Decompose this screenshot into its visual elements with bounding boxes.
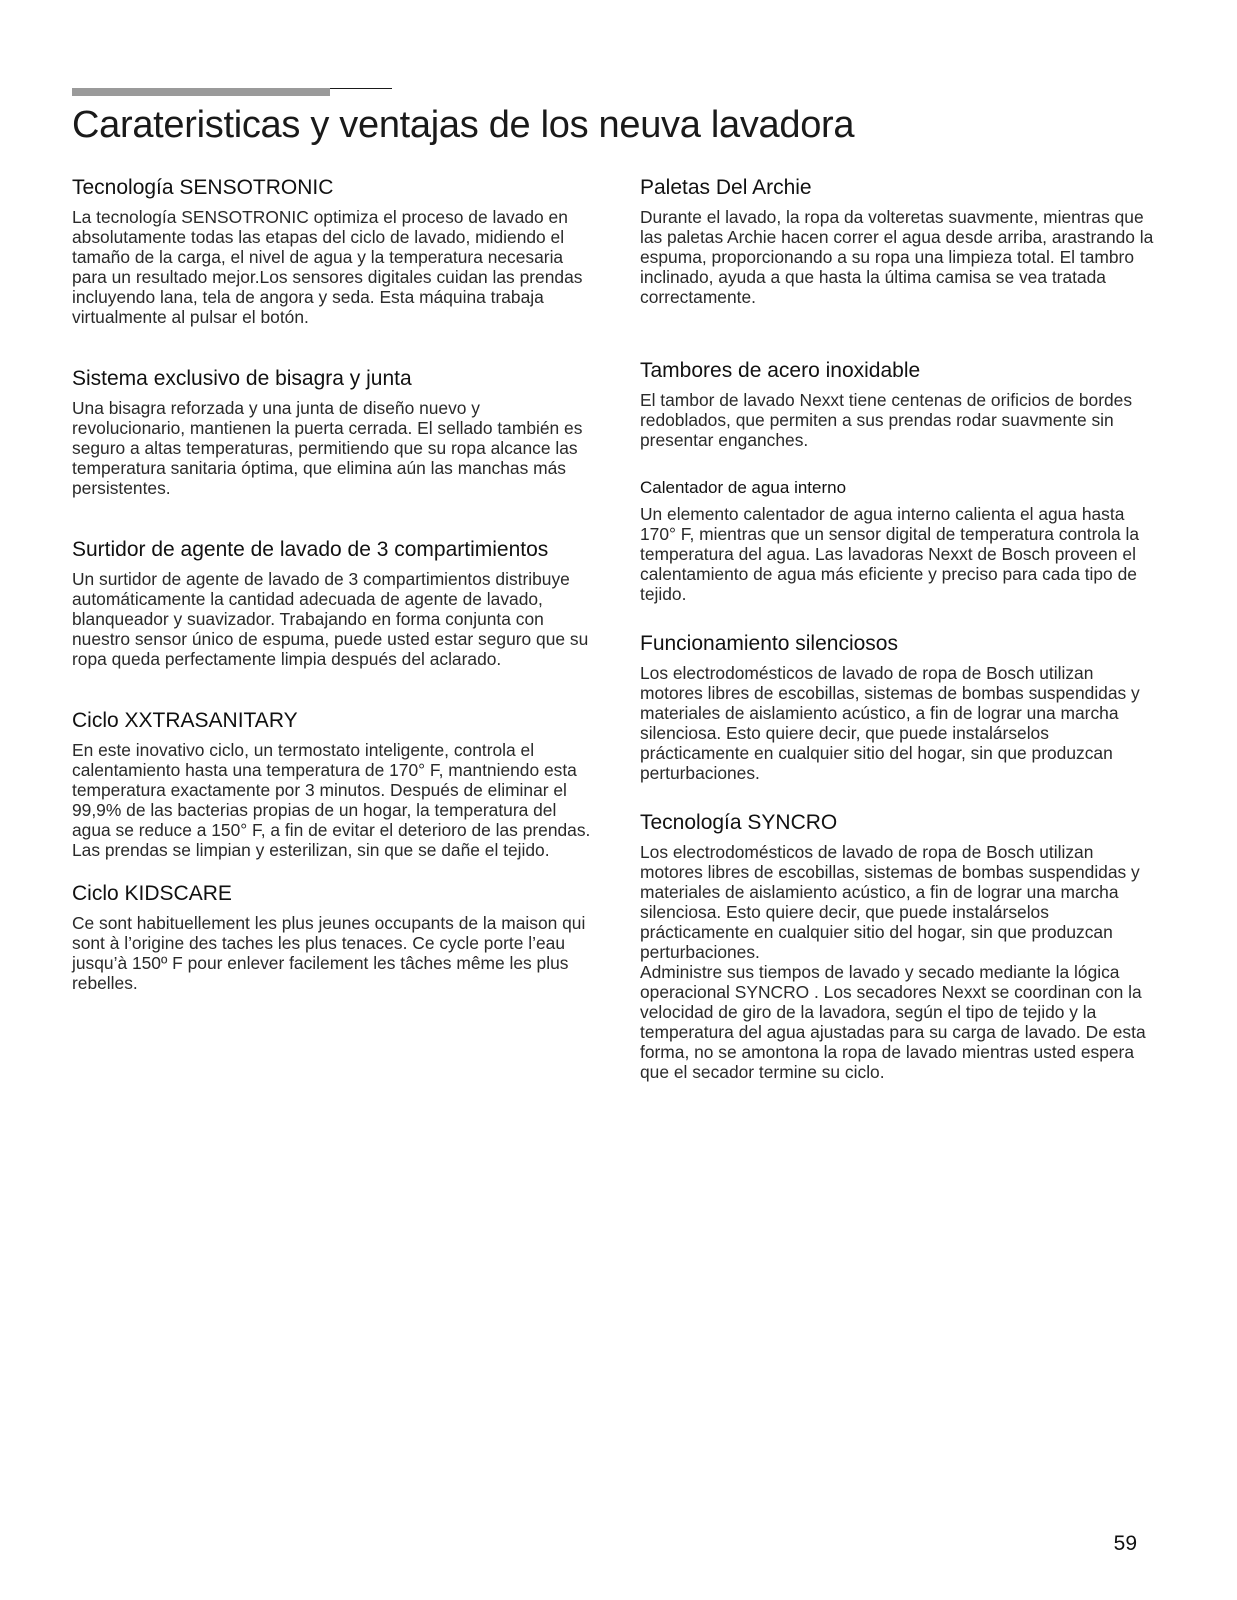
section-body: La tecnología SENSOTRONIC optimiza el proceso de lavado en absolutamente todas las etapas del ciclo de lavado, midiendo el tamaño de la carga, el nivel de agua y la temperatura necesaria para un resultado mejor.Los sensores digitales cuidan las prendas incluyendo lana, tela de angora y seda. Esta máquina trabaja virtualmente al pulsar el botón. bbox=[72, 207, 583, 327]
section-body: Los electrodomésticos de lavado de ropa de Bosch utilizan motores libres de escobillas, sistemas de bombas suspendidas y materiales de aislamiento acústico, a fin de lograr una marcha silenciosa. Esto quiere decir, que puede instalárselos prácticamente en cualquier sitio del hogar, sin que produzcan perturbaciones. bbox=[640, 663, 1140, 783]
section-paletas bbox=[640, 176, 1160, 307]
section-kidscare bbox=[72, 882, 594, 993]
section-xxtrasanitary bbox=[72, 709, 594, 860]
section-body: Durante el lavado, la ropa da volteretas suavmente, mientras que las paletas Archie hacen correr el agua desde arriba, arastrando la espuma, proporcionando a su ropa una limpieza total. El tambro inclinado, ayuda a que hasta la última camisa se vea tratada correctamente. bbox=[640, 207, 1154, 307]
section-body: Un elemento calentador de agua interno calienta el agua hasta 170° F, mientras que un sensor digital de temperatura controla la temperatura del agua. Las lavadoras Nexxt de Bosch proveen el calentamiento de agua más eficiente y preciso para cada tipo de tejido. bbox=[640, 504, 1140, 604]
section-silencioso bbox=[640, 632, 1160, 783]
left-column bbox=[72, 176, 594, 993]
section-surtidor bbox=[72, 538, 594, 669]
section-heading: Ciclo XXTRASANITARY bbox=[72, 709, 298, 732]
section-body: Una bisagra reforzada y una junta de diseño nuevo y revolucionario, mantienen la puerta cerrada. El sellado también es seguro a altas temperaturas, permitiendo que su ropa alcance las temperatura sanitaria óptima, que elimina aún las manchas más persistentes. bbox=[72, 398, 583, 498]
section-heading: Ciclo KIDSCARE bbox=[72, 882, 232, 905]
section-heading: Tambores de acero inoxidable bbox=[640, 359, 921, 382]
section-heading: Tecnología SENSOTRONIC bbox=[72, 176, 334, 199]
right-column bbox=[640, 176, 1160, 1082]
section-heading: Surtidor de agente de lavado de 3 compartimientos bbox=[72, 538, 549, 561]
section-body-continued: Administre sus tiempos de lavado y secado mediante la lógica operacional SYNCRO . Los secadores Nexxt se coordinan con la velocidad de giro de la lavadora, según el tipo de tejido y la temperatura del agua ajustadas para su carga de lavado. De esta forma, no se amontona la ropa de lavado mientras usted espera que el secador termine su ciclo. bbox=[640, 962, 1146, 1082]
section-heading: Paletas Del Archie bbox=[640, 176, 812, 199]
section-heading: Tecnología SYNCRO bbox=[640, 811, 838, 834]
section-body: Un surtidor de agente de lavado de 3 compartimientos distribuye automáticamente la cantidad adecuada de agente de lavado, blanqueador y suavizador. Trabajando en forma conjunta con nuestro sensor único de espuma, puede usted estar seguro que su ropa queda perfectamente limpia después del aclarado. bbox=[72, 569, 589, 669]
header-rule-thick bbox=[72, 88, 330, 96]
section-body: Los electrodomésticos de lavado de ropa de Bosch utilizan motores libres de escobillas, sistemas de bombas suspendidas y materiales de aislamiento acústico, a fin de lograr una marcha silenciosa. Esto quiere decir, que puede instalárselos prácticamente en cualquier sitio del hogar, sin que produzcan perturbaciones. bbox=[640, 842, 1140, 962]
section-body: El tambor de lavado Nexxt tiene centenas de orificios de bordes redoblados, que permiten a sus prendas rodar suavmente sin presentar enganches. bbox=[640, 390, 1133, 450]
page-title: Carateristicas y ventajas de los neuva lavadora bbox=[72, 104, 855, 146]
section-heading: Sistema exclusivo de bisagra y junta bbox=[72, 367, 412, 390]
section-bisagra-junta bbox=[72, 367, 594, 498]
page-number: 59 bbox=[1113, 1532, 1137, 1555]
section-body: Ce sont habituellement les plus jeunes occupants de la maison qui sont à l’origine des taches les plus tenaces. Ce cycle porte l’eau jusqu’à 150º F pour enlever facilement les tâches même les plus rebelles. bbox=[72, 913, 586, 993]
section-body: En este inovativo ciclo, un termostato inteligente, controla el calentamiento hasta una temperatura de 170° F, mantniendo esta temperatura exactamente por 3 minutos. Después de eliminar el 99,9% de las bacterias propias de un hogar, la temperatura del agua se reduce a 150° F, a fin de evitar el deterioro de las prendas. Las prendas se limpian y esterilizan, sin que se dañe el tejido. bbox=[72, 740, 591, 860]
section-sensotronic bbox=[72, 176, 594, 327]
section-heading: Calentador de agua interno bbox=[640, 478, 847, 497]
section-tambores bbox=[640, 359, 1160, 450]
section-calentador bbox=[640, 478, 1160, 604]
section-heading: Funcionamiento silenciosos bbox=[640, 632, 898, 655]
section-syncro bbox=[640, 811, 1160, 1082]
